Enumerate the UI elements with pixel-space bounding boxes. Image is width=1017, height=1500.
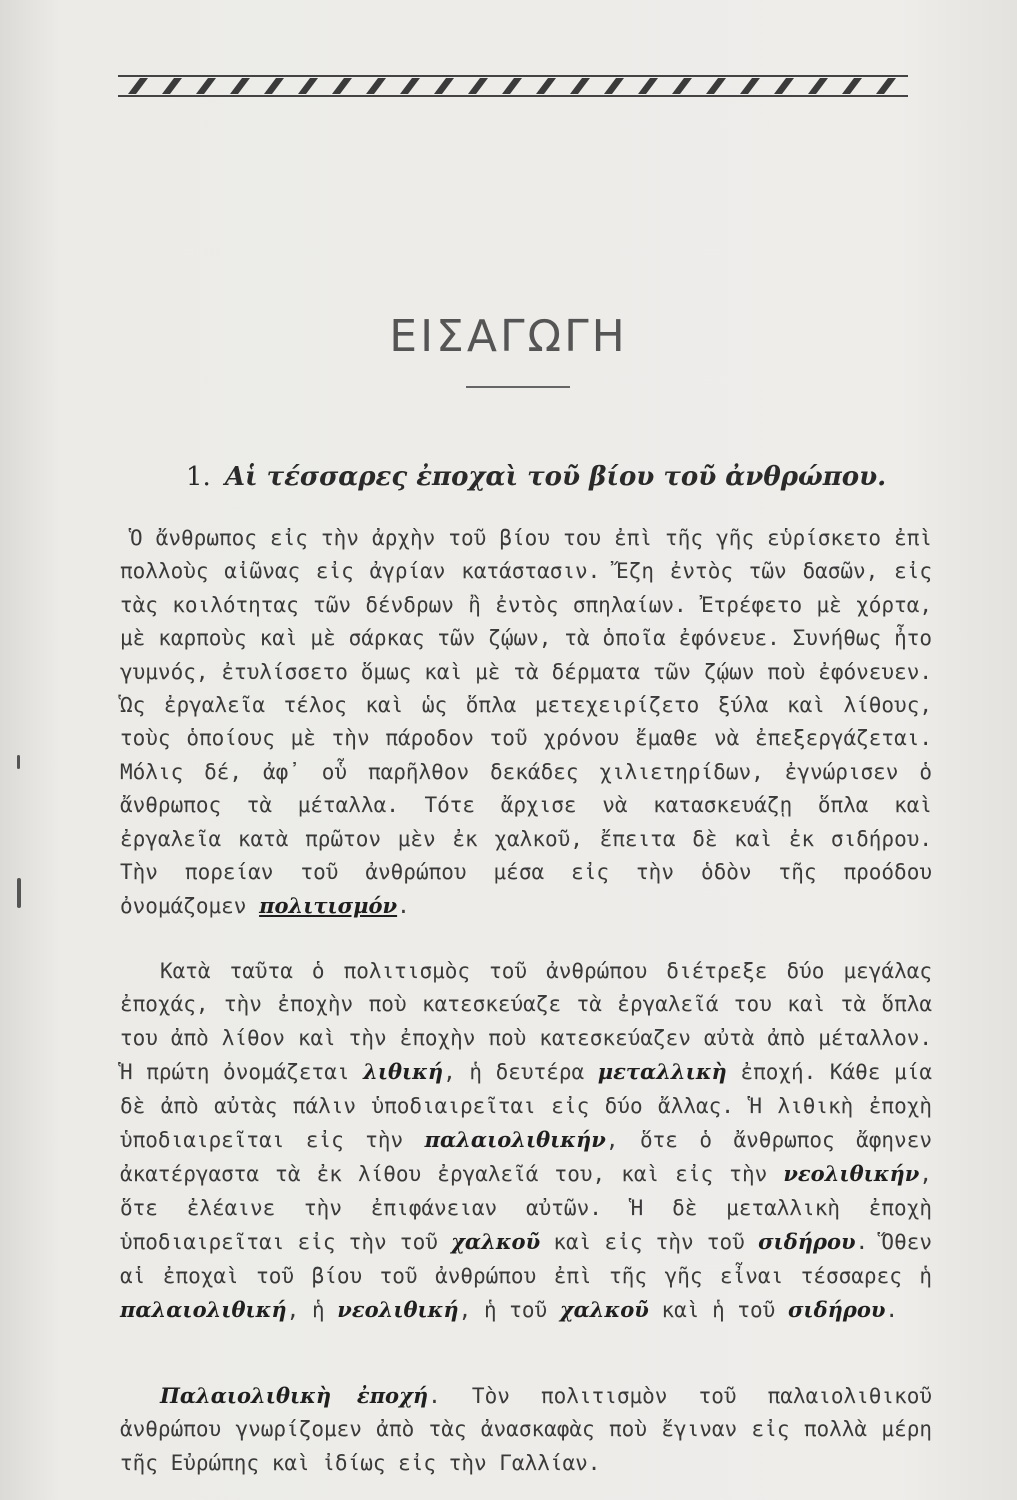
page-title: ΕΙΣΑΓΩΓΗ [389, 311, 628, 363]
paragraph-text: , ἡ τοῦ [458, 1298, 548, 1323]
paragraph-2 [120, 955, 932, 1327]
paragraph-text: ἐποχή. Κάθε μία δὲ ἀπὸ αὐτὰς πάλιν ὑποδιαιρεῖται εἰς δύο ἄλλας. Ἡ λιθικὴ ἐποχὴ ὑποδιαιρεῖται εἰς τὴν [120, 1060, 932, 1153]
decorative-border-band [118, 74, 908, 98]
keyword: πολιτισμόν [259, 893, 398, 919]
keyword: παλαιολιθική [120, 1297, 287, 1323]
keyword: νεολιθική [337, 1297, 459, 1323]
keyword: χαλκοῦ [451, 1229, 541, 1255]
paragraph-text: . [885, 1298, 899, 1323]
keyword: Παλαιολιθικὴ ἐποχή [160, 1383, 429, 1408]
paragraph-text: , ἡ [286, 1298, 325, 1323]
paragraph-text: . [397, 894, 410, 919]
paragraph-text: , ἡ δευτέρα [443, 1060, 585, 1085]
title-divider [466, 386, 570, 388]
paragraph-text: . Ὅθεν αἱ ἐποχαὶ τοῦ βίου τοῦ ἀνθρώπου ἐπὶ τῆς γῆς εἶναι τέσσαρες ἡ [120, 1230, 933, 1288]
keyword: παλαιολιθικήν [424, 1127, 606, 1153]
paragraph-text: καὶ ἡ τοῦ [661, 1298, 776, 1323]
keyword: μεταλλικὴ [597, 1059, 727, 1085]
paragraph-text: . Τὸν πολιτισμὸν τοῦ παλαιολιθικοῦ ἀνθρώπου γνωρίζομεν ἀπὸ τὰς ἀνασκαφὰς ποὺ ἔγιναν εἰς πολλὰ μέρη τῆς Εὐρώπης καὶ ἰδίως εἰς τὴν Γαλλίαν. [120, 1384, 932, 1475]
paragraph-3 [120, 1379, 932, 1480]
section-number: 1. [186, 462, 211, 492]
paragraph-text: Ὁ ἄνθρωπος εἰς τὴν ἀρχὴν τοῦ βίου του ἐπὶ τῆς γῆς εὑρίσκετο ἐπὶ πολλοὺς αἰῶνας εἰς ἀγρίαν κατάστασιν. Ἔζη ἐντὸς τῶν δασῶν, εἰς τὰς κοιλότητας τῶν δένδρων ἢ ἐντὸς σπηλαίων. Ἐτρέφετο μὲ χόρτα, μὲ καρποὺς καὶ μὲ σάρκας τῶν ζῴων, τὰ ὁποῖα ἐφόνευε. Συνήθως ἦτο γυμνός, ἐτυλίσσετο ὅμως καὶ μὲ τὰ δέρματα τῶν ζῴων ποὺ ἐφόνευεν. Ὡς ἐργαλεῖα τέλος καὶ ὡς ὅπλα μετεχειρίζετο ξύλα καὶ λίθους, τοὺς ὁποίους μὲ τὴν πάροδον τοῦ χρόνου ἔμαθε νὰ ἐπεξεργάζεται. Μόλις δέ, ἀφ᾿ οὗ παρῆλθον δεκάδες χιλιετηρίδων, ἐγνώρισεν ὁ ἄνθρωπος τὰ μέταλλα. Τότε ἄρχισε νὰ κατασκευάζῃ ὅπλα καὶ ἐργαλεῖα κατὰ πρῶτον μὲν ἐκ χαλκοῦ, ἔπειτα δὲ καὶ ἐκ σιδήρου. Τὴν πορείαν τοῦ ἀνθρώπου μέσα εἰς τὴν ὁδὸν τῆς προόδου ὀνομάζομεν [120, 526, 932, 919]
keyword: χαλκοῦ [559, 1297, 649, 1323]
paragraph-1 [120, 522, 932, 924]
paragraph-text: Κατὰ ταῦτα ὁ πολιτισμὸς τοῦ ἀνθρώπου διέτρεξε δύο μεγάλας ἐποχάς, τὴν ἐποχὴν ποὺ κατεσκεύαζε τὰ ἐργαλεῖά του καὶ τὰ ὅπλα του ἀπὸ λίθον καὶ τὴν ἐποχὴν ποὺ κατεσκεύαζεν αὐτὰ ἀπὸ μέταλλον. Ἡ πρώτη ὀνομάζεται [120, 959, 932, 1085]
keyword: σιδήρου [758, 1229, 856, 1255]
paragraph-text: , ὅτε ὁ ἄνθρωπος ἄφηνεν ἀκατέργαστα τὰ ἐκ λίθου ἐργαλεῖά του, καὶ εἰς τὴν [120, 1128, 932, 1187]
paragraph-text: καὶ εἰς τὴν τοῦ [553, 1230, 745, 1255]
margin-mark [17, 878, 21, 908]
paragraph-text: , ὅτε ἐλέαινε τὴν ἐπιφάνειαν αὐτῶν. Ἡ δὲ μεταλλικὴ ἐποχὴ ὑποδιαιρεῖται εἰς τὴν τοῦ [120, 1162, 932, 1255]
keyword: λιθική [363, 1059, 444, 1085]
keyword: σιδήρου [787, 1297, 886, 1323]
section-heading [186, 462, 886, 492]
section-heading-text: Αἱ τέσσαρες ἐποχαὶ τοῦ βίου τοῦ ἀνθρώπου. [224, 462, 887, 492]
keyword: νεολιθικήν [783, 1161, 920, 1187]
margin-mark [17, 755, 20, 769]
